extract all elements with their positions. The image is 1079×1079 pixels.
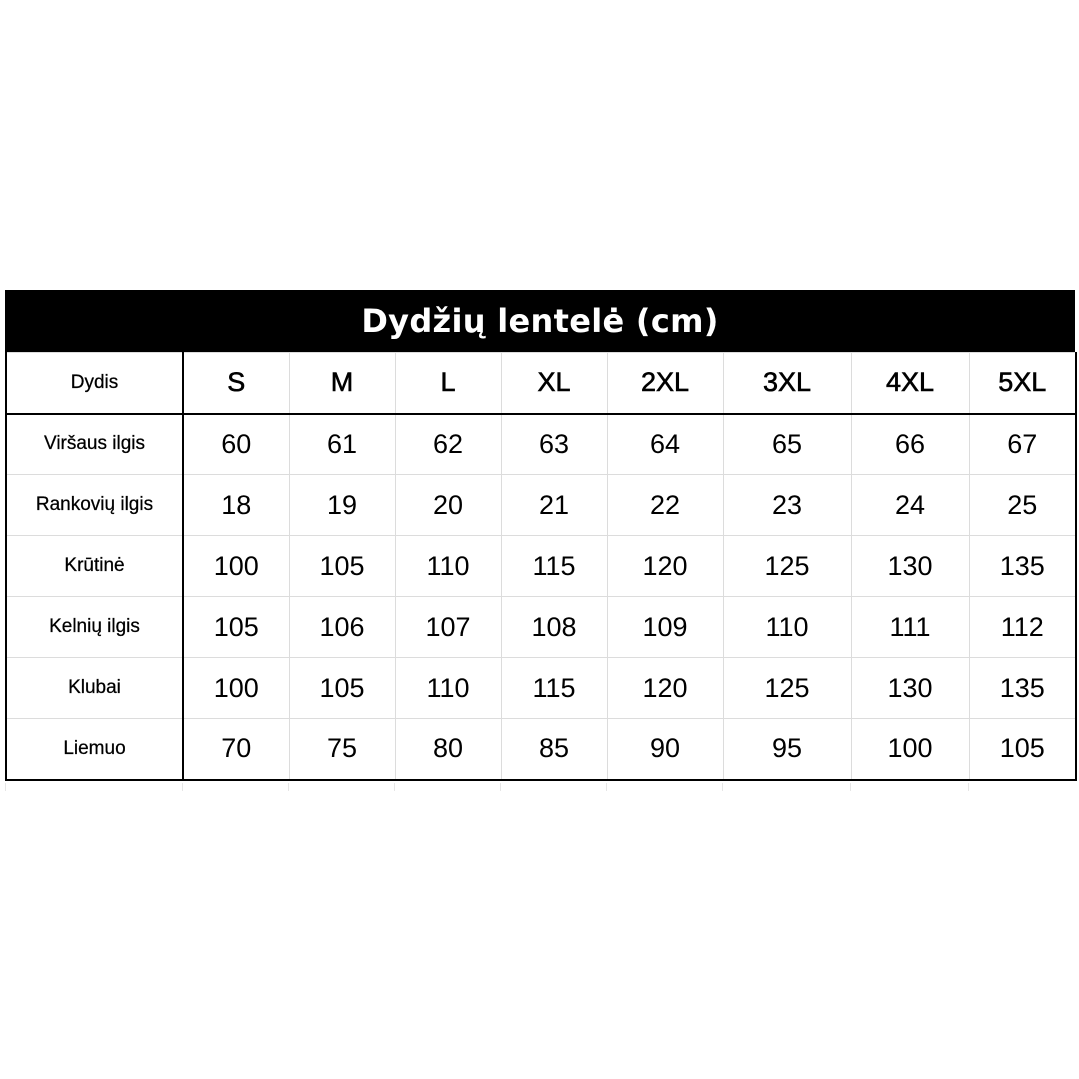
measurement-cell: 110 (723, 597, 851, 658)
size-header-5xl: 5XL (969, 353, 1076, 414)
measurement-cell: 64 (607, 414, 723, 475)
measurement-cell: 67 (969, 414, 1076, 475)
row-label: Klubai (6, 658, 183, 719)
measurement-cell: 125 (723, 536, 851, 597)
measurement-cell: 23 (723, 475, 851, 536)
measurement-cell: 112 (969, 597, 1076, 658)
measurement-cell: 65 (723, 414, 851, 475)
header-row (6, 353, 1076, 414)
measurement-cell: 63 (501, 414, 607, 475)
measurement-cell: 130 (851, 658, 969, 719)
measurement-cell: 70 (183, 719, 289, 780)
divider (850, 783, 851, 791)
measurement-cell: 22 (607, 475, 723, 536)
size-chart (5, 290, 1075, 781)
row-label: Viršaus ilgis (6, 414, 183, 475)
measurement-cell: 135 (969, 536, 1076, 597)
row-label: Rankovių ilgis (6, 475, 183, 536)
divider (5, 783, 6, 791)
measurement-cell: 20 (395, 475, 501, 536)
measurement-cell: 120 (607, 658, 723, 719)
measurement-cell: 90 (607, 719, 723, 780)
measurement-cell: 75 (289, 719, 395, 780)
table-row (6, 719, 1076, 780)
row-label: Krūtinė (6, 536, 183, 597)
measurement-cell: 85 (501, 719, 607, 780)
measurement-cell: 110 (395, 658, 501, 719)
table-row (6, 475, 1076, 536)
measurement-cell: 105 (183, 597, 289, 658)
measurement-cell: 111 (851, 597, 969, 658)
divider (606, 783, 607, 791)
measurement-cell: 66 (851, 414, 969, 475)
measurement-cell: 115 (501, 536, 607, 597)
divider (288, 783, 289, 791)
divider (500, 783, 501, 791)
measurement-cell: 80 (395, 719, 501, 780)
size-header-3xl: 3XL (723, 353, 851, 414)
table-row (6, 414, 1076, 475)
size-header-4xl: 4XL (851, 353, 969, 414)
table-row (6, 536, 1076, 597)
size-header-xl: XL (501, 353, 607, 414)
size-column-label: Dydis (6, 353, 183, 414)
measurement-cell: 24 (851, 475, 969, 536)
size-header-m: M (289, 353, 395, 414)
size-chart-title: Dydžių lentelė (cm) (5, 290, 1075, 352)
measurement-cell: 60 (183, 414, 289, 475)
measurement-cell: 105 (969, 719, 1076, 780)
measurement-cell: 110 (395, 536, 501, 597)
measurement-cell: 106 (289, 597, 395, 658)
measurement-cell: 100 (183, 536, 289, 597)
measurement-cell: 61 (289, 414, 395, 475)
measurement-cell: 130 (851, 536, 969, 597)
row-label: Liemuo (6, 719, 183, 780)
size-header-s: S (183, 353, 289, 414)
measurement-cell: 115 (501, 658, 607, 719)
measurement-cell: 25 (969, 475, 1076, 536)
measurement-cell: 105 (289, 536, 395, 597)
measurement-cell: 19 (289, 475, 395, 536)
measurement-cell: 125 (723, 658, 851, 719)
divider (722, 783, 723, 791)
divider (394, 783, 395, 791)
measurement-cell: 108 (501, 597, 607, 658)
divider (182, 783, 183, 791)
size-header-2xl: 2XL (607, 353, 723, 414)
measurement-cell: 100 (851, 719, 969, 780)
measurement-cell: 105 (289, 658, 395, 719)
divider (968, 783, 969, 791)
size-header-l: L (395, 353, 501, 414)
measurement-cell: 120 (607, 536, 723, 597)
table-row (6, 658, 1076, 719)
table-row (6, 597, 1076, 658)
measurement-cell: 100 (183, 658, 289, 719)
measurement-cell: 62 (395, 414, 501, 475)
row-label: Kelnių ilgis (6, 597, 183, 658)
measurement-cell: 21 (501, 475, 607, 536)
measurement-cell: 109 (607, 597, 723, 658)
measurement-cell: 95 (723, 719, 851, 780)
size-table (5, 352, 1077, 781)
measurement-cell: 107 (395, 597, 501, 658)
measurement-cell: 18 (183, 475, 289, 536)
measurement-cell: 135 (969, 658, 1076, 719)
